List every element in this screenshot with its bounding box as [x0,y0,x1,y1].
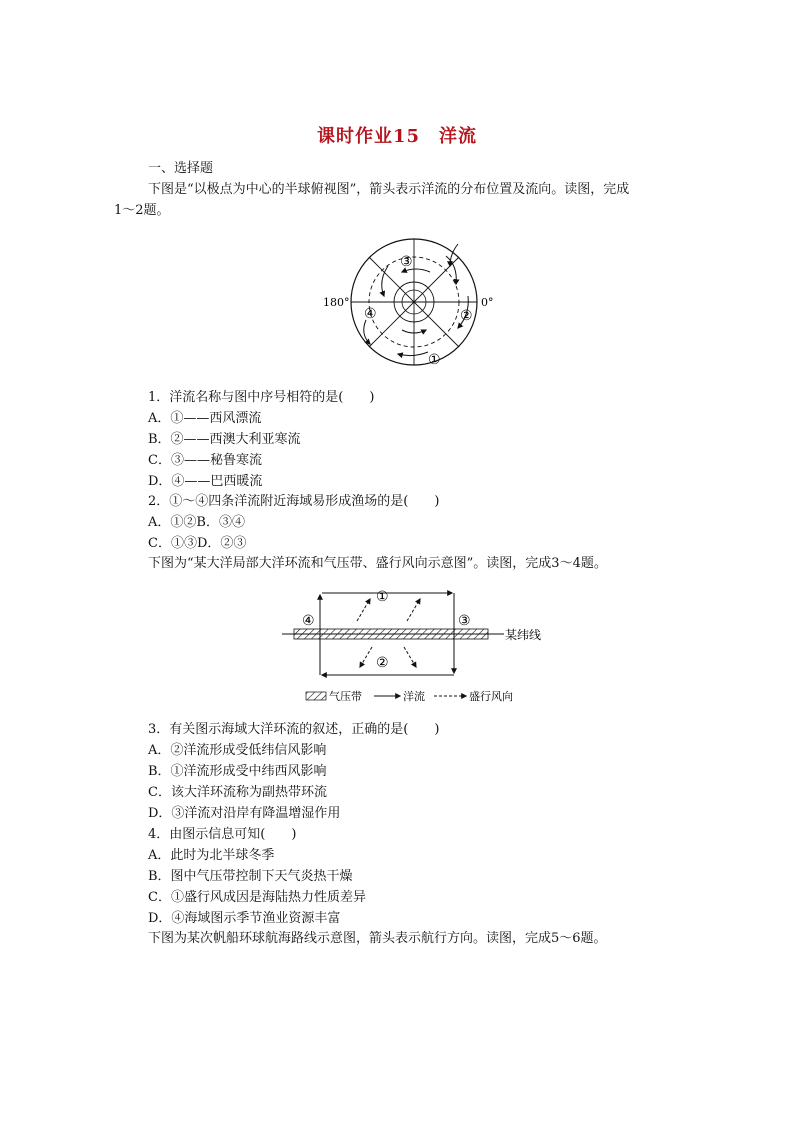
q1-option-b: B．②——西澳大利亚寒流 [148,432,301,447]
figure-ocean-circulation [282,583,544,707]
q3-option-a: A．②洋流形成受低纬信风影响 [148,743,327,758]
q4-option-a: A．此时为北半球冬季 [148,848,275,863]
q2-stem: 2．①～④四条洋流附近海域易形成渔场的是( ) [148,494,440,509]
intro-2: 下图为“某大洋局部大洋环流和气压带、盛行风向示意图”。读图，完成3～4题。 [148,556,607,571]
q4-option-b: B．图中气压带控制下天气炎热干燥 [148,869,353,884]
intro-1-line-2: 1～2题。 [114,203,170,218]
latitude-label: 某纬线 [505,628,542,642]
legend-wind-label: 盛行风向 [469,690,513,703]
q1-option-d: D．④——巴西暖流 [148,474,263,489]
q4-option-d: D．④海域图示季节渔业资源丰富 [148,911,341,926]
current-arrow [398,352,428,356]
figure-polar-hemisphere [318,236,500,376]
legend-current-label: 洋流 [403,690,425,703]
legend-pressure-label: 气压带 [329,690,362,703]
marker-3: ③ [458,613,471,629]
marker-1: ① [428,352,441,368]
marker-3: ③ [400,254,413,270]
q3-option-d: D．③洋流对沿岸有降温增湿作用 [148,806,341,821]
legend-pressure-swatch [306,692,326,700]
q4-option-c: C．①盛行风成因是海陆热力性质差异 [148,890,366,905]
wind-arrow [407,599,420,621]
page-title: 课时作业15 洋流 [316,126,478,147]
wind-arrow [357,599,370,621]
intro-3: 下图为某次帆船环球航海路线示意图，箭头表示航行方向。读图，完成5～6题。 [148,931,607,946]
q1-option-c: C．③——秘鲁寒流 [148,453,262,468]
label-0: 0° [481,296,494,309]
section-heading: 一、选择题 [148,161,214,176]
marker-4: ④ [302,613,315,629]
q2-option-ab: A．①②B．③④ [148,515,245,530]
intro-1-line-1: 下图是“以极点为中心的半球俯视图”，箭头表示洋流的分布位置及流向。读图，完成 [148,182,630,197]
marker-1: ① [376,589,389,605]
q3-option-c: C．该大洋环流称为副热带环流 [148,785,327,800]
marker-2: ② [460,308,473,324]
q1-option-a: A．①——西风漂流 [148,411,262,426]
q2-option-cd: C．①③D．②③ [148,536,247,551]
current-arrow [446,256,456,284]
q4-stem: 4．由图示信息可知( ) [148,827,297,842]
wind-arrow [360,647,372,667]
marker-2: ② [376,655,389,671]
pressure-belt [294,629,488,639]
q3-stem: 3．有关图示海域大洋环流的叙述，正确的是( ) [148,722,440,737]
q3-option-b: B．①洋流形成受中纬西风影响 [148,764,327,779]
marker-4: ④ [364,306,377,322]
wind-arrow [404,647,416,667]
q1-stem: 1．洋流名称与图中序号相符的是( ) [148,390,375,405]
label-180: 180° [323,296,350,309]
